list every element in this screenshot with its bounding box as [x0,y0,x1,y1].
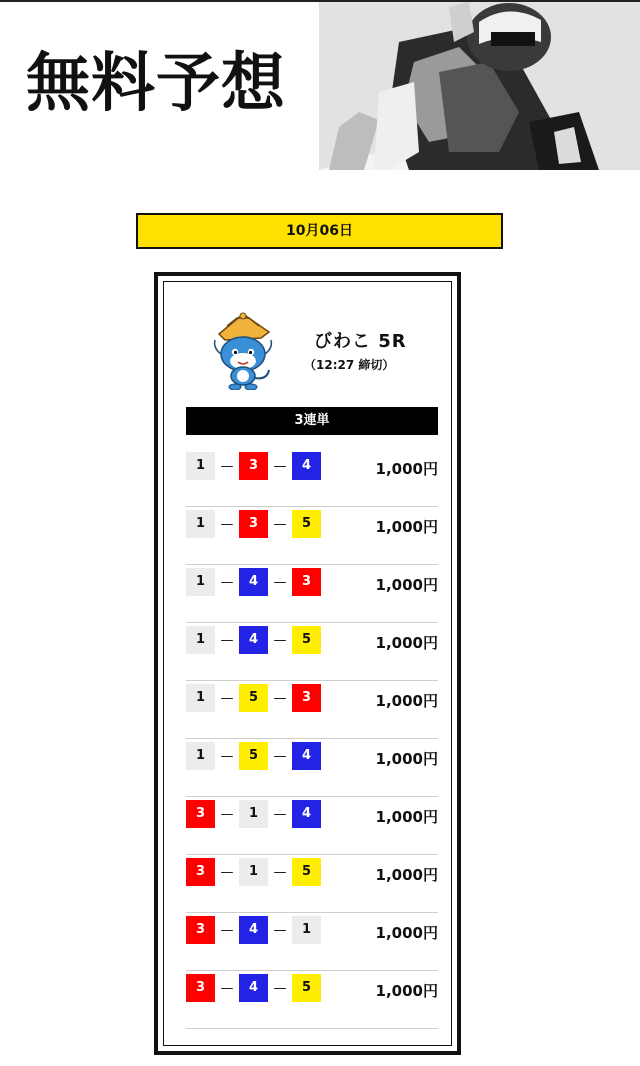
prediction-card [154,272,461,1055]
boat-number-badge: 1 [239,800,268,828]
dash-separator: — [220,632,234,648]
bet-amount: 1,000円 [375,750,438,768]
boat-combination [186,626,321,654]
prediction-card-inner [163,281,452,1046]
boat-number-badge: 3 [186,858,215,886]
boat-combination [186,858,321,886]
bet-amount: 1,000円 [375,460,438,478]
boat-number-badge: 5 [292,974,321,1002]
dash-separator: — [220,574,234,590]
bet-amount: 1,000円 [375,982,438,1000]
race-deadline: （12:27 締切） [304,358,395,372]
boat-number-badge: 1 [186,568,215,596]
boat-number-badge: 5 [239,684,268,712]
list-item [186,913,438,971]
boat-number-badge: 1 [186,452,215,480]
boat-number-badge: 4 [239,916,268,944]
bet-amount: 1,000円 [375,692,438,710]
dash-separator: — [220,458,234,474]
boat-combination [186,800,321,828]
dash-separator: — [220,806,234,822]
dash-separator: — [273,632,287,648]
bet-amount: 1,000円 [375,808,438,826]
bet-type-header: 3連単 [186,407,438,435]
boat-number-badge: 3 [292,684,321,712]
boat-number-badge: 1 [292,916,321,944]
boat-number-badge: 3 [186,916,215,944]
dash-separator: — [273,516,287,532]
boat-combination [186,452,321,480]
list-item [186,855,438,913]
boat-number-badge: 5 [292,510,321,538]
boat-number-badge: 4 [239,626,268,654]
boat-number-badge: 1 [186,626,215,654]
boat-number-badge: 4 [292,742,321,770]
dash-separator: — [220,864,234,880]
boat-number-badge: 1 [186,684,215,712]
dash-separator: — [273,574,287,590]
list-item [186,507,438,565]
bet-amount: 1,000円 [375,518,438,536]
list-item [186,681,438,739]
boat-number-badge: 3 [292,568,321,596]
dash-separator: — [273,748,287,764]
dash-separator: — [273,922,287,938]
boat-number-badge: 3 [186,974,215,1002]
list-item [186,565,438,623]
boat-number-badge: 5 [239,742,268,770]
list-item [186,739,438,797]
page-title: 無料予想 [26,47,286,121]
bet-amount: 1,000円 [375,576,438,594]
boat-combination [186,568,321,596]
dash-separator: — [273,806,287,822]
boat-number-badge: 5 [292,626,321,654]
boat-number-badge: 3 [239,452,268,480]
list-item [186,797,438,855]
race-venue: びわこ 5R [314,331,407,352]
page-header [0,0,640,168]
boat-combination [186,974,321,1002]
racer-photo [319,2,640,170]
boat-combination [186,742,321,770]
boat-combination [186,510,321,538]
list-item [186,623,438,681]
dash-separator: — [220,980,234,996]
boat-number-badge: 5 [292,858,321,886]
dash-separator: — [220,748,234,764]
boat-number-badge: 4 [239,974,268,1002]
bet-amount: 1,000円 [375,634,438,652]
boat-number-badge: 4 [292,800,321,828]
prediction-list [186,449,438,1029]
boat-number-badge: 1 [186,742,215,770]
boat-number-badge: 4 [292,452,321,480]
list-item [186,449,438,507]
boat-number-badge: 1 [239,858,268,886]
bet-amount: 1,000円 [375,866,438,884]
boat-number-badge: 4 [239,568,268,596]
dash-separator: — [273,980,287,996]
dash-separator: — [273,864,287,880]
dash-separator: — [273,458,287,474]
dash-separator: — [220,516,234,532]
boat-number-badge: 3 [239,510,268,538]
list-item [186,971,438,1029]
date-bar: 10月06日 [136,213,503,249]
boat-combination [186,684,321,712]
dash-separator: — [273,690,287,706]
boat-number-badge: 3 [186,800,215,828]
boat-number-badge: 1 [186,510,215,538]
bet-amount: 1,000円 [375,924,438,942]
mascot-icon [211,308,275,390]
boat-combination [186,916,321,944]
dash-separator: — [220,922,234,938]
dash-separator: — [220,690,234,706]
